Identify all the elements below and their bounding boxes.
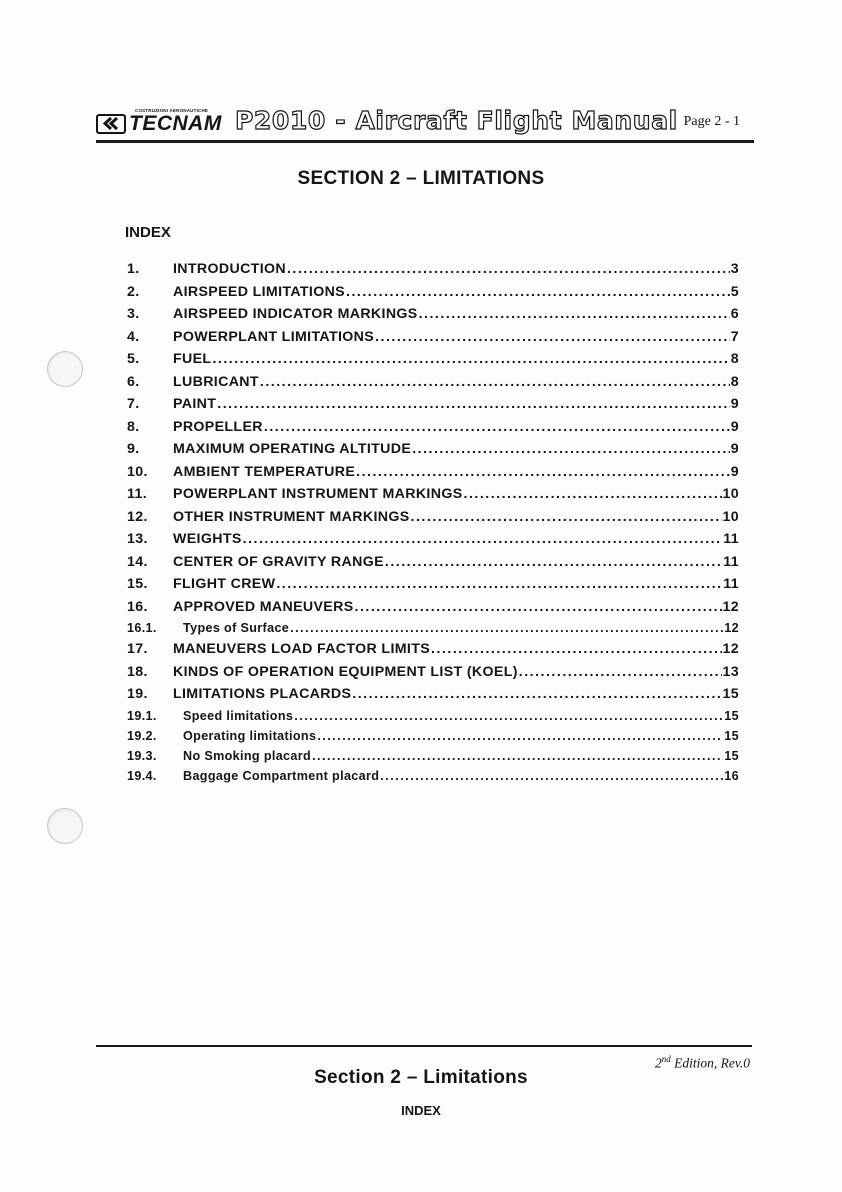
toc-leader-dots — [375, 329, 730, 345]
toc-number: 8. — [127, 418, 140, 435]
toc-entry[interactable] — [127, 351, 739, 374]
toc-leader-dots — [290, 621, 723, 635]
page-number: Page 2 - 1 — [683, 114, 740, 129]
toc-subentry[interactable] — [127, 621, 739, 641]
toc-leader-dots — [385, 554, 722, 570]
toc-title: FLIGHT CREW — [173, 576, 276, 592]
toc-page-number: 3 — [730, 261, 739, 277]
toc-title: MANEUVERS LOAD FACTOR LIMITS — [173, 641, 431, 657]
manual-title: P2010 - Aircraft Flight Manual — [235, 106, 678, 135]
toc-page-number: 12 — [724, 621, 739, 635]
toc-title: Speed limitations — [183, 708, 294, 723]
toc-page-number: 15 — [724, 708, 739, 723]
toc-entry[interactable] — [127, 576, 739, 599]
toc-entry[interactable] — [127, 554, 739, 577]
toc-entry[interactable] — [127, 531, 739, 554]
toc-leader-dots — [380, 769, 723, 783]
toc-title: AIRSPEED LIMITATIONS — [173, 283, 345, 300]
toc-subentry[interactable] — [127, 709, 739, 729]
toc-title: POWERPLANT LIMITATIONS — [173, 328, 375, 345]
toc-leader-dots — [352, 686, 721, 702]
toc-title: INTRODUCTION — [173, 261, 286, 277]
toc-title: POWERPLANT INSTRUMENT MARKINGS — [173, 486, 463, 502]
toc-number: 2. — [127, 283, 140, 300]
toc-page-number: 15 — [724, 748, 739, 763]
toc-entry[interactable] — [127, 664, 739, 687]
toc-leader-dots — [346, 284, 730, 300]
toc-page-number: 11 — [723, 553, 739, 570]
toc-leader-dots — [355, 599, 722, 615]
section-title: SECTION 2 – LIMITATIONS — [297, 168, 545, 189]
tecnam-chevron-icon — [96, 114, 126, 134]
toc-entry[interactable] — [127, 396, 739, 419]
toc-subentry[interactable] — [127, 749, 739, 769]
toc-page-number: 12 — [722, 641, 739, 657]
toc-entry[interactable] — [127, 686, 739, 709]
toc-title: WEIGHTS — [173, 531, 242, 547]
toc-leader-dots — [217, 396, 729, 412]
toc-title: Types of Surface — [183, 621, 290, 635]
toc-title: OTHER INSTRUMENT MARKINGS — [173, 508, 410, 525]
footer-index-label: INDEX — [401, 1103, 441, 1118]
toc-leader-dots — [294, 709, 723, 723]
toc-leader-dots — [356, 464, 730, 480]
toc-number: 10. — [127, 463, 148, 480]
toc-entry[interactable] — [127, 329, 739, 352]
toc-leader-dots — [317, 729, 723, 743]
toc-title: LUBRICANT — [173, 373, 259, 390]
toc-page-number: 5 — [730, 283, 739, 300]
toc-page-number: 11 — [723, 576, 739, 592]
toc-page-number: 9 — [730, 463, 739, 480]
toc-subentry[interactable] — [127, 729, 739, 749]
toc-entry[interactable] — [127, 641, 739, 664]
toc-leader-dots — [431, 641, 721, 657]
toc-number: 17. — [127, 641, 148, 657]
toc-page-number: 10 — [722, 508, 739, 525]
toc-leader-dots — [312, 749, 723, 763]
toc-leader-dots — [287, 261, 730, 277]
toc-page-number: 9 — [730, 441, 739, 457]
toc-page-number: 9 — [730, 396, 739, 412]
toc-leader-dots — [212, 351, 729, 367]
toc-leader-dots — [464, 486, 722, 502]
toc-entry[interactable] — [127, 599, 739, 622]
toc-leader-dots — [411, 509, 722, 525]
toc-number: 15. — [127, 576, 148, 592]
toc-title: CENTER OF GRAVITY RANGE — [173, 553, 384, 570]
toc-leader-dots — [260, 374, 730, 390]
toc-number: 3. — [127, 306, 140, 322]
toc-leader-dots — [243, 531, 723, 547]
toc-title: AMBIENT TEMPERATURE — [173, 463, 356, 480]
toc-title: PAINT — [173, 396, 217, 412]
edition-label: 2nd Edition, Rev.0 — [655, 1054, 750, 1071]
toc-leader-dots — [419, 306, 730, 322]
toc-page-number: 9 — [730, 418, 739, 435]
toc-leader-dots — [412, 441, 730, 457]
toc-entry[interactable] — [127, 509, 739, 532]
toc-page-number: 8 — [730, 351, 739, 367]
toc-leader-dots — [519, 664, 722, 680]
toc-number: 12. — [127, 508, 148, 525]
footer-section-title: Section 2 – Limitations — [314, 1067, 528, 1088]
toc-number: 6. — [127, 373, 140, 390]
toc-title: Operating limitations — [183, 728, 317, 743]
toc-number: 7. — [127, 396, 140, 412]
toc-page-number: 13 — [722, 663, 739, 680]
tecnam-logo — [96, 106, 222, 134]
toc-entry[interactable] — [127, 486, 739, 509]
toc-title: Baggage Compartment placard — [183, 768, 380, 783]
toc-page-number: 15 — [724, 728, 739, 743]
toc-entry[interactable] — [127, 464, 739, 487]
binder-hole — [47, 351, 83, 387]
toc-entry[interactable] — [127, 261, 739, 284]
toc-page-number: 16 — [724, 768, 739, 783]
toc-leader-dots — [264, 419, 730, 435]
toc-leader-dots — [276, 576, 722, 592]
toc-page-number: 15 — [722, 686, 739, 702]
toc-entry[interactable] — [127, 419, 739, 442]
toc-number: 19.4. — [127, 768, 157, 783]
toc-number: 9. — [127, 441, 140, 457]
logo-tagline: COSTRUZIONI AERONAUTICHE — [135, 108, 209, 113]
toc-title: PROPELLER — [173, 418, 263, 435]
toc-title: LIMITATIONS PLACARDS — [173, 686, 352, 702]
toc-number: 5. — [127, 351, 140, 367]
header-divider — [96, 140, 754, 143]
toc-number: 19. — [127, 686, 148, 702]
toc-title: FUEL — [173, 351, 212, 367]
toc-number: 19.2. — [127, 728, 157, 743]
toc-title: KINDS OF OPERATION EQUIPMENT LIST (KOEL) — [173, 663, 518, 680]
toc-entry[interactable] — [127, 441, 739, 464]
toc-number: 18. — [127, 663, 148, 680]
toc-entry[interactable] — [127, 284, 739, 307]
logo-wordmark: TECNAM — [129, 112, 222, 135]
toc-number: 19.1. — [127, 708, 157, 723]
toc-title: MAXIMUM OPERATING ALTITUDE — [173, 441, 412, 457]
toc-number: 16.1. — [127, 621, 157, 635]
toc-title: No Smoking placard — [183, 748, 312, 763]
toc-page-number: 11 — [723, 531, 739, 547]
toc-number: 16. — [127, 598, 148, 615]
toc-page-number: 8 — [730, 373, 739, 390]
toc-entry[interactable] — [127, 306, 739, 329]
toc-page-number: 12 — [722, 598, 739, 615]
page-header — [96, 104, 754, 138]
toc-number: 13. — [127, 531, 148, 547]
toc-page-number: 7 — [730, 328, 739, 345]
table-of-contents — [127, 261, 739, 789]
toc-title: AIRSPEED INDICATOR MARKINGS — [173, 306, 418, 322]
index-heading: INDEX — [125, 224, 171, 241]
binder-hole — [47, 808, 83, 844]
toc-subentry[interactable] — [127, 769, 739, 789]
toc-page-number: 6 — [730, 306, 739, 322]
toc-title: APPROVED MANEUVERS — [173, 598, 354, 615]
toc-number: 11. — [127, 486, 147, 502]
toc-page-number: 10 — [722, 486, 739, 502]
toc-number: 1. — [127, 261, 140, 277]
toc-entry[interactable] — [127, 374, 739, 397]
toc-number: 4. — [127, 328, 140, 345]
footer-divider — [96, 1045, 752, 1047]
toc-number: 14. — [127, 553, 148, 570]
toc-number: 19.3. — [127, 748, 157, 763]
